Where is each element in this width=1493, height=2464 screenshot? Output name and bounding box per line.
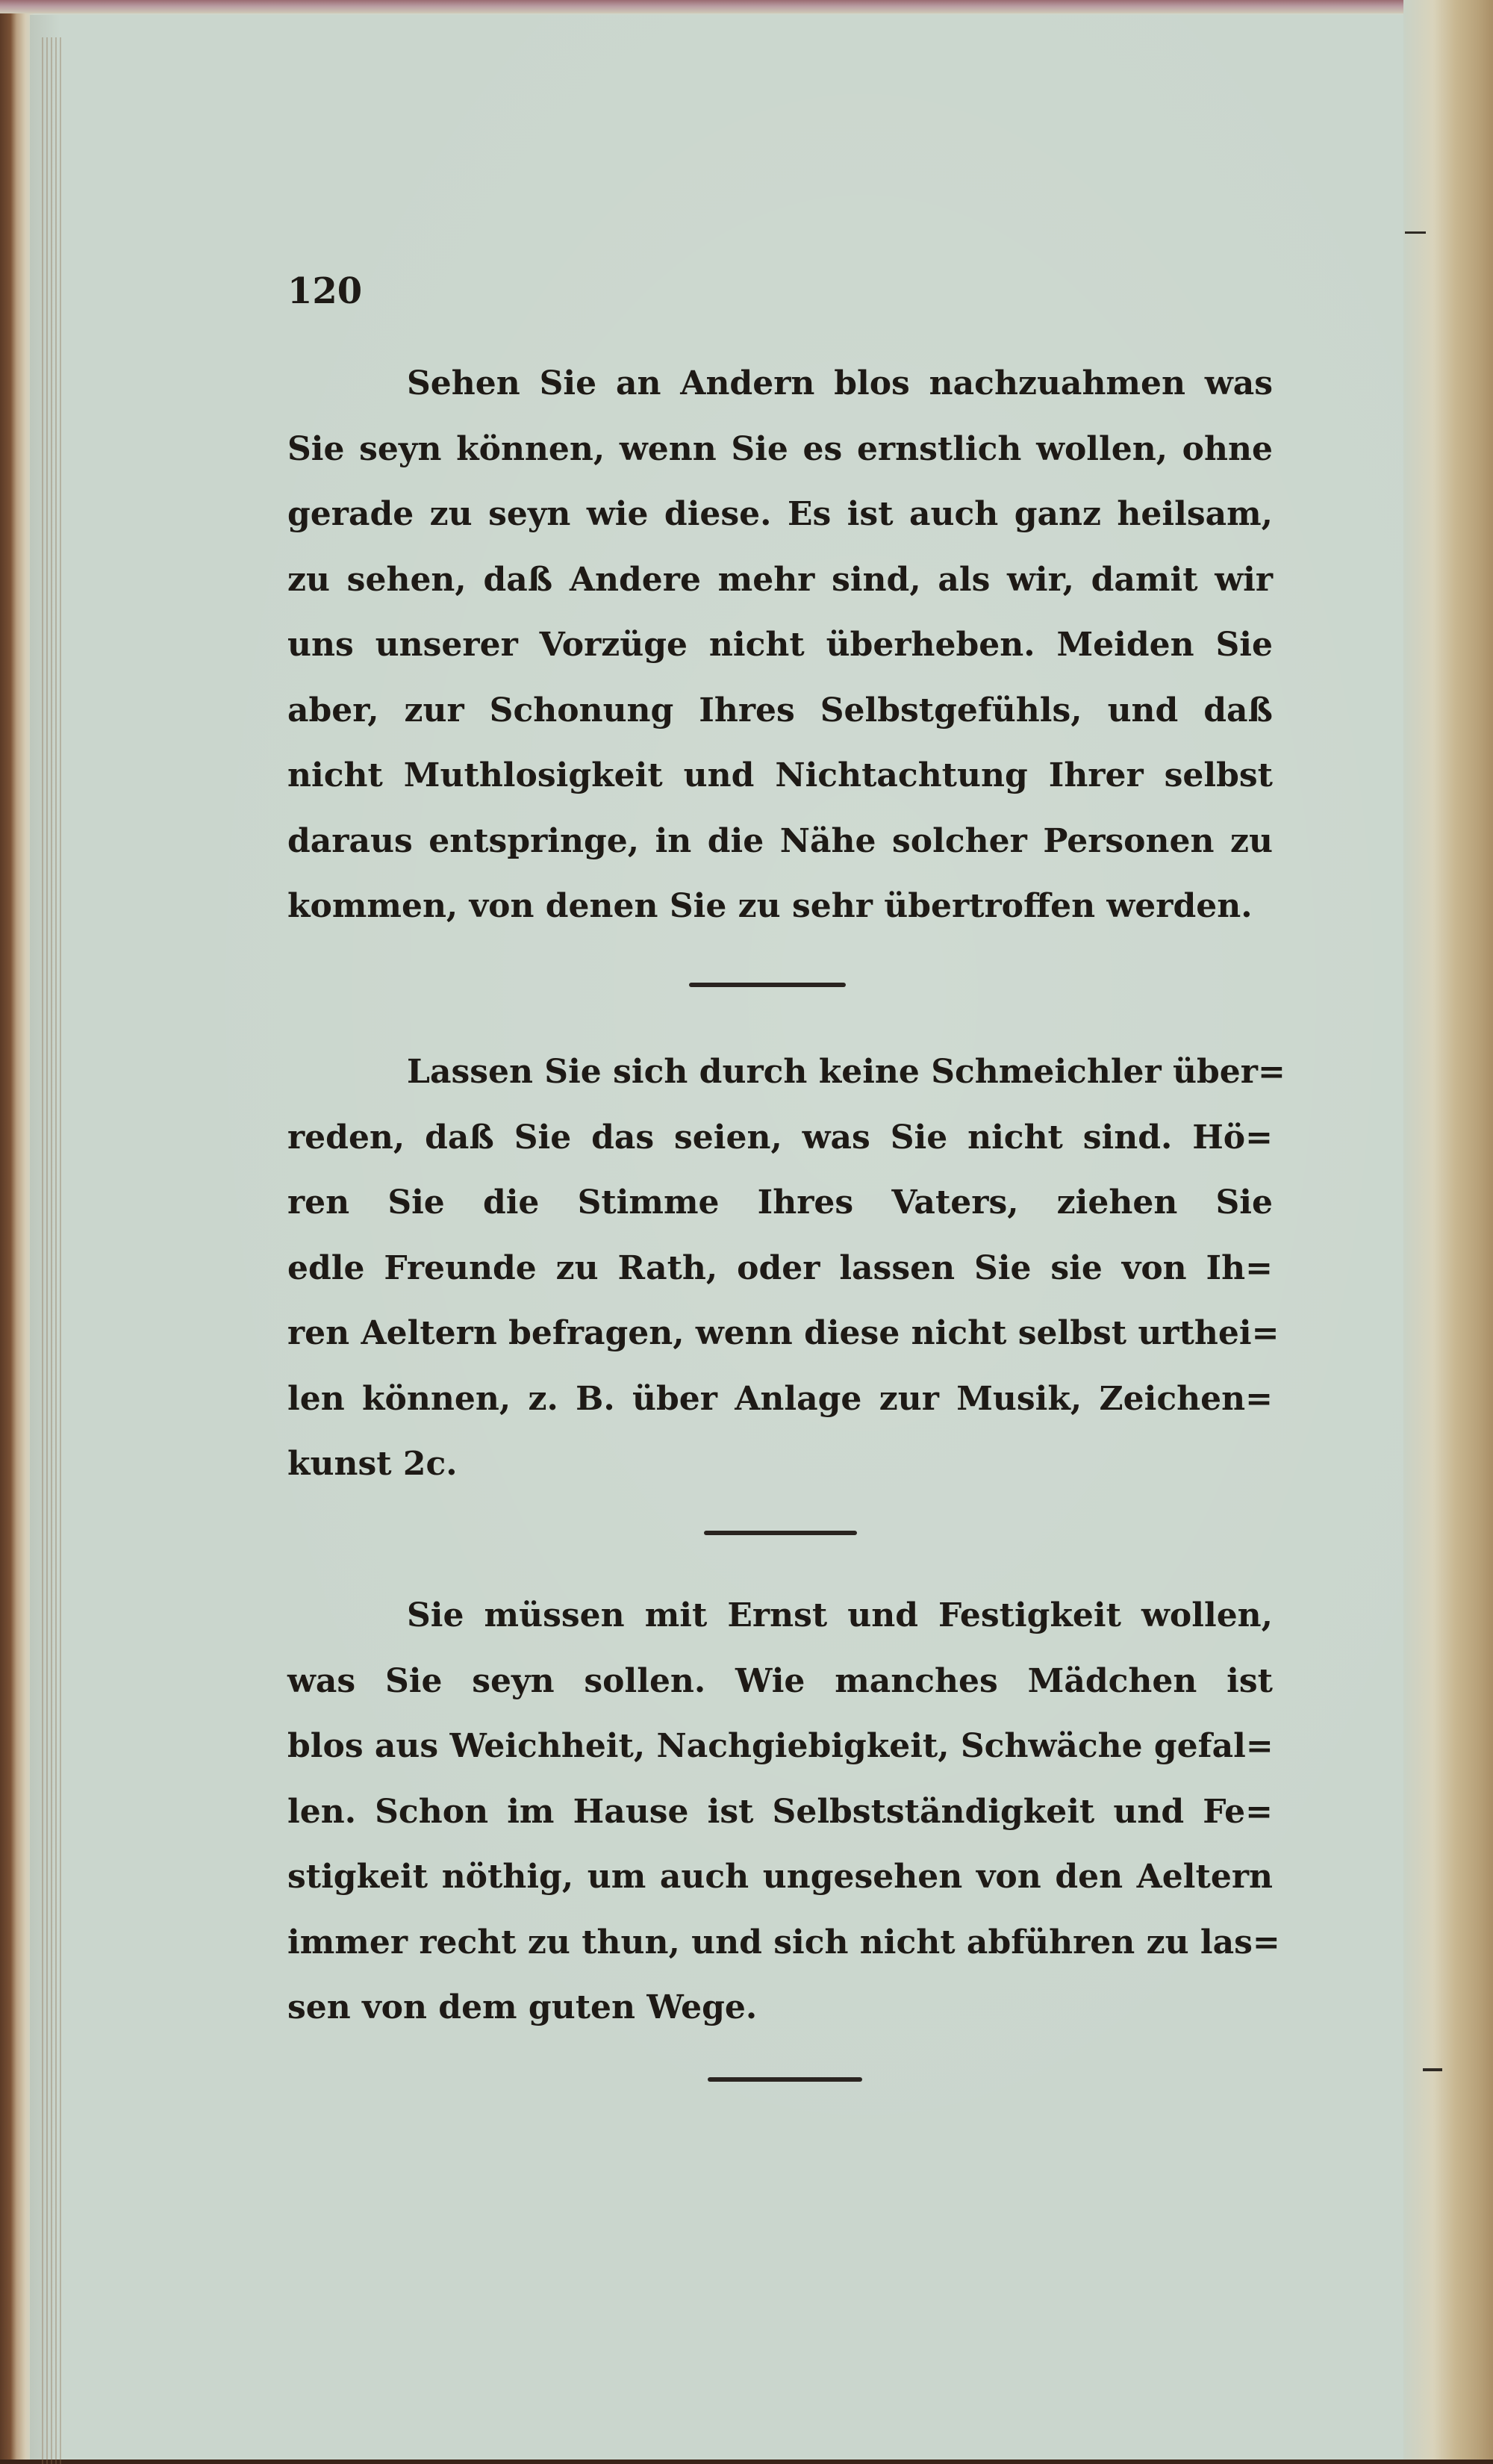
text-line: immer recht zu thun, und sich nicht abführen zu las= <box>287 1923 1280 1961</box>
text-line: Lassen Sie sich durch keine Schmeichler über= <box>407 1053 1285 1091</box>
paragraph-3 <box>287 1583 1280 2041</box>
text-line: daraus entspringe, in die Nähe solcher Personen zu <box>287 821 1273 860</box>
end-divider <box>708 2077 862 2082</box>
top-page-edge <box>0 0 1493 13</box>
paragraph-1 <box>287 351 1273 939</box>
right-margin-mark-bottom <box>1423 2068 1442 2071</box>
text-line: len. Schon im Hause ist Selbstständigkeit und Fe= <box>287 1792 1273 1831</box>
text-line: kunst 2c. <box>287 1445 458 1483</box>
text-line: was Sie seyn sollen. Wie manches Mädchen ist <box>287 1661 1273 1700</box>
right-book-edge <box>1403 0 1493 2460</box>
page-number: 120 <box>287 270 363 312</box>
text-line: Sie müssen mit Ernst und Festigkeit wollen, <box>407 1596 1273 1634</box>
text-line: kommen, von denen Sie zu sehr übertroffen werden. <box>287 887 1253 925</box>
text-line: zu sehen, daß Andere mehr sind, als wir, damit wir <box>287 560 1273 599</box>
text-line: gerade zu seyn wie diese. Es ist auch ganz heilsam, <box>287 495 1273 533</box>
text-line: len können, z. B. über Anlage zur Musik, Zeichen= <box>287 1379 1273 1418</box>
text-line: blos aus Weichheit, Nachgiebigkeit, Schwäche gefal= <box>287 1727 1274 1765</box>
section-divider <box>689 983 846 987</box>
text-line: ren Aeltern befragen, wenn diese nicht selbst urthei= <box>287 1314 1280 1352</box>
text-line: Sehen Sie an Andern blos nachzuahmen was <box>407 364 1273 402</box>
section-divider <box>704 1531 857 1535</box>
right-margin-mark-top <box>1405 231 1426 234</box>
text-line: stigkeit nöthig, um auch ungesehen von den Aeltern <box>287 1858 1273 1896</box>
text-line: Sie seyn können, wenn Sie es ernstlich wollen, ohne <box>287 429 1273 468</box>
text-line: nicht Muthlosigkeit und Nichtachtung Ihrer selbst <box>287 756 1273 794</box>
text-line: sen von dem guten Wege. <box>287 1988 758 2026</box>
text-line: ren Sie die Stimme Ihres Vaters, ziehen Sie <box>287 1183 1273 1222</box>
text-line: edle Freunde zu Rath, oder lassen Sie sie von Ih= <box>287 1248 1273 1287</box>
text-line: reden, daß Sie das seien, was Sie nicht sind. Hö= <box>287 1118 1273 1157</box>
left-page-edges <box>42 37 63 2464</box>
paragraph-2 <box>287 1039 1285 1497</box>
text-line: aber, zur Schonung Ihres Selbstgefühls, und daß <box>287 691 1273 729</box>
text-line: uns unserer Vorzüge nicht überheben. Meiden Sie <box>287 626 1273 664</box>
